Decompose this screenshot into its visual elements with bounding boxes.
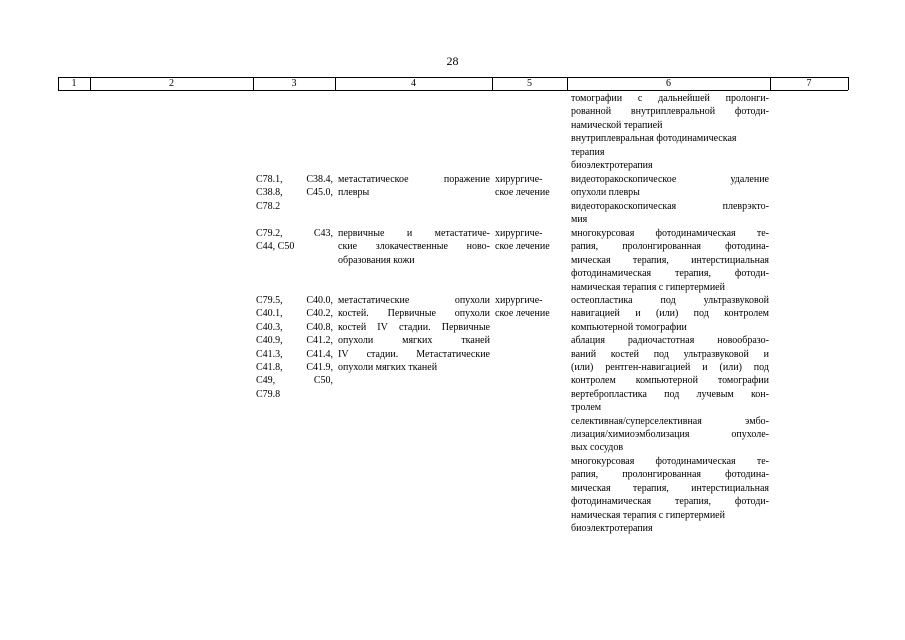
text-line (338, 348, 490, 361)
word: и (763, 348, 769, 360)
word: томографии (717, 375, 769, 387)
word: фотодина- (725, 241, 769, 253)
header-cell-2: 2 (169, 78, 174, 89)
code: C40.3, (256, 321, 283, 333)
row-3-col6 (571, 294, 769, 535)
text-line (571, 92, 769, 105)
col-divider (848, 77, 849, 90)
word: под (693, 308, 709, 320)
word: компьютерной (635, 375, 698, 387)
row-1-col3 (256, 173, 333, 213)
word: под (660, 295, 676, 306)
row-1-col6 (571, 173, 769, 227)
row-2-col4 (338, 227, 490, 267)
word: фотодинамическая (655, 228, 736, 239)
word: ские (338, 241, 358, 253)
word: Первичные (441, 321, 490, 333)
text-line: хирургиче- (495, 228, 543, 239)
word: злокачественные (375, 241, 448, 253)
word: рапия, (571, 469, 599, 481)
word: IV (377, 321, 388, 333)
text-line: хирургиче- (495, 174, 543, 185)
text-line (571, 495, 769, 508)
page-number: 28 (446, 54, 459, 68)
text-line (571, 334, 769, 347)
code: C41.4, (306, 348, 333, 360)
text-line: намическая терапия с гипертермией (571, 509, 725, 521)
word: фотоди- (734, 268, 769, 280)
text-line (571, 254, 769, 267)
word: рованной (571, 106, 612, 118)
word: с (637, 93, 643, 104)
word: фотодина- (725, 469, 769, 481)
word: терапия, (675, 268, 711, 280)
text-line (571, 455, 769, 468)
text-line: внутриплевральная фотодинамическая (571, 133, 737, 145)
word: удаление (730, 174, 769, 185)
code: C41.2, (306, 335, 333, 347)
code: C38.4, (306, 174, 333, 185)
code: C40.0, (306, 295, 333, 306)
word: стадии. (398, 321, 431, 333)
code: C40.9, (256, 335, 283, 347)
word: мягких (402, 335, 433, 347)
text-line: тролем (571, 402, 602, 414)
word: костей (338, 321, 367, 333)
row-1-col4 (338, 173, 490, 200)
text-line (571, 388, 769, 401)
header-cell-7: 7 (806, 78, 812, 89)
text-line: терапия (571, 146, 605, 158)
header-cell-6: 6 (666, 78, 671, 89)
word: селективная/суперселективная (571, 415, 702, 427)
text-line (338, 240, 490, 253)
word: интерстициальная (691, 482, 769, 494)
word: фотоди- (734, 106, 769, 118)
text-line (571, 374, 769, 387)
word: фотодинамическая (571, 268, 652, 280)
code: C49, (256, 375, 276, 387)
text-line: биоэлектротерапия (571, 160, 653, 172)
word: мическая (571, 482, 611, 494)
word: опухоли (454, 308, 490, 320)
word: (или) (571, 362, 594, 374)
word: аблация (571, 335, 606, 347)
word: плеврэкто- (722, 200, 769, 212)
text-line: вых сосудов (571, 442, 624, 454)
text-line: биоэлектротерапия (571, 522, 653, 534)
word: дальнейшей (658, 93, 710, 104)
word: Метастатические (416, 348, 490, 360)
text-line: хирургиче- (495, 295, 543, 306)
header-cell-5: 5 (527, 78, 532, 89)
word: костей. (338, 308, 369, 320)
word: контролем (571, 375, 616, 387)
text-line: намическая терапия с гипертермией (571, 281, 725, 293)
word: метастатиче- (434, 228, 490, 239)
word: ультразвуковой (703, 295, 769, 306)
text-line: мия (571, 214, 588, 226)
code: C40.2, (306, 308, 333, 320)
word: Первичные (387, 308, 436, 320)
word: первичные (338, 228, 385, 239)
text-line (571, 240, 769, 253)
word: IV (338, 348, 349, 360)
row-0-col6 (571, 92, 769, 172)
word: те- (756, 455, 769, 467)
word: мическая (571, 254, 611, 266)
text-line (571, 348, 769, 361)
row-2-col3 (256, 227, 333, 254)
code: C41.3, (256, 348, 283, 360)
text-line (571, 200, 769, 213)
word: ваний (571, 348, 597, 360)
table-header-bottom-border (58, 90, 848, 91)
row-2-col6 (571, 227, 769, 294)
word: и (635, 308, 641, 320)
word: пролонгированная (622, 469, 702, 481)
word: рентген-навигацией (605, 362, 691, 374)
word: опухоле- (731, 429, 769, 441)
text-line (338, 227, 490, 240)
text-line (571, 267, 769, 280)
text-line (571, 227, 769, 240)
text-line: образования кожи (338, 254, 415, 266)
code: C44, C50 (256, 241, 295, 253)
text-line: опухоли плевры (571, 187, 640, 199)
text-line: опухоли мягких тканей (338, 362, 438, 374)
text-line: ское лечение (495, 241, 550, 253)
code: C79.8 (256, 388, 281, 400)
text-line (571, 361, 769, 374)
code: C41.9, (306, 362, 333, 374)
word: терапия, (632, 254, 669, 266)
header-cell-3: 3 (291, 78, 297, 89)
word: (или) (655, 308, 679, 320)
word: метастатические (338, 295, 410, 306)
text-line: плевры (338, 187, 370, 199)
code: C45.0, (306, 187, 333, 199)
word: томографии (571, 93, 623, 104)
word: терапия, (632, 482, 669, 494)
word: новообразо- (717, 335, 769, 347)
word: лучевым (696, 388, 734, 400)
code: C78.2 (256, 200, 281, 212)
row-2-col5 (495, 227, 565, 254)
word: опухоли (454, 295, 490, 306)
word: под (664, 388, 680, 400)
word: те- (756, 228, 769, 239)
word: и (406, 228, 413, 239)
text-line: ское лечение (495, 308, 550, 320)
word: эмбо- (745, 415, 769, 427)
text-line: компьютерной томографии (571, 321, 687, 333)
word: видеоторакоскопическая (571, 200, 677, 212)
word: (или) (719, 362, 742, 374)
text-line (338, 321, 490, 334)
row-1-col5 (495, 173, 565, 200)
text-line (571, 294, 769, 307)
row-3-col4 (338, 294, 490, 374)
code: C78.1, (256, 174, 283, 185)
word: рапия, (571, 241, 599, 253)
word: фотодинамическая (571, 496, 652, 508)
text-line (571, 428, 769, 441)
code: C79.2, (256, 228, 283, 239)
header-cell-4: 4 (411, 78, 416, 89)
word: вертебропластика (571, 388, 647, 400)
word: фотодинамическая (655, 455, 736, 467)
word: навигацией (571, 308, 620, 320)
text-line (571, 105, 769, 118)
code: C50, (313, 375, 333, 387)
word: опухоли (338, 335, 374, 347)
code: C79.5, (256, 295, 283, 306)
code: C40.8, (306, 321, 333, 333)
word: под (653, 348, 669, 360)
text-line (571, 415, 769, 428)
word: фотоди- (734, 496, 769, 508)
word: контролем (724, 308, 769, 320)
text-line (571, 307, 769, 320)
text-line (338, 294, 490, 307)
text-line (338, 173, 490, 186)
text-line (338, 334, 490, 347)
word: тканей (461, 335, 490, 347)
word: пролонги- (725, 93, 769, 104)
text-line (571, 482, 769, 495)
word: ультразвуковой (683, 348, 749, 360)
word: видеоторакоскопическое (571, 174, 677, 185)
code: C40.1, (256, 308, 283, 320)
word: и (702, 362, 708, 374)
word: под (753, 362, 769, 374)
code: C38.8, (256, 187, 283, 199)
row-3-col3 (256, 294, 333, 401)
text-line (571, 173, 769, 186)
code: C43, (313, 228, 333, 239)
word: многокурсовая (571, 455, 635, 467)
code: C41.8, (256, 362, 283, 374)
text-line (338, 307, 490, 320)
row-3-col5 (495, 294, 565, 321)
word: кон- (750, 388, 769, 400)
text-line: ское лечение (495, 187, 550, 199)
word: метастатическое (338, 174, 409, 185)
text-line: намической терапией (571, 119, 663, 131)
word: радиочастотная (627, 335, 695, 347)
word: интерстициальная (691, 254, 769, 266)
word: стадии. (366, 348, 399, 360)
word: остеопластика (571, 295, 633, 306)
word: многокурсовая (571, 228, 635, 239)
word: лизация/химиоэмболизация (571, 429, 690, 441)
text-line (571, 468, 769, 481)
word: ново- (466, 241, 490, 253)
word: костей (610, 348, 639, 360)
word: внутриплевральной (630, 106, 716, 118)
word: терапия, (675, 496, 711, 508)
header-cell-1: 1 (71, 78, 77, 89)
word: пролонгированная (622, 241, 702, 253)
word: поражение (443, 174, 490, 185)
